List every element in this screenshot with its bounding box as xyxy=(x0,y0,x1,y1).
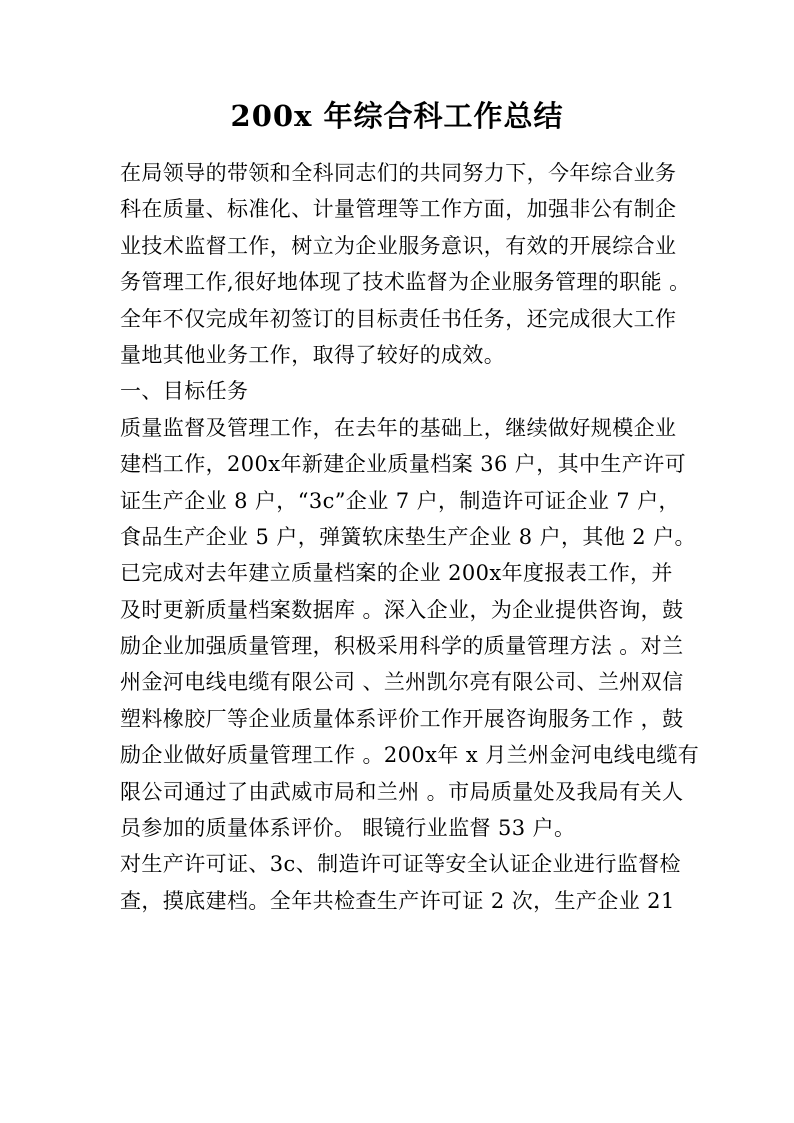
document-title: 200x 年综合科工作总结 xyxy=(230,99,564,133)
body-line: 限公司通过了由武威市局和兰州 。市局质量处及我局有关人 xyxy=(120,779,684,804)
body-line: 科在质量、标准化、计量管理等工作方面，加强非公有制企 xyxy=(120,197,677,222)
body-line: 励企业做好质量管理工作 。200x年 x 月兰州金河电线电缆有 xyxy=(120,743,700,768)
body-line: 证生产企业 8 户，“3c”企业 7 户，制造许可证企业 7 户， xyxy=(120,488,680,513)
section-heading: 一、目标任务 xyxy=(120,379,249,404)
body-line: 已完成对去年建立质量档案的企业 200x年度报表工作，并 xyxy=(120,561,673,586)
body-line: 对生产许可证、3c、制造许可证等安全认证企业进行监督检 xyxy=(120,852,681,877)
document-body xyxy=(120,155,700,919)
body-line: 员参加的质量体系评价。 眼镜行业监督 53 户。 xyxy=(120,816,576,841)
body-line: 量地其他业务工作，取得了较好的成效。 xyxy=(120,342,506,367)
body-line: 在局领导的带领和全科同志们的共同努力下，今年综合业务 xyxy=(120,161,677,185)
body-line: 建档工作，200x年新建企业质量档案 36 户，其中生产许可 xyxy=(120,452,686,477)
body-line: 州金河电线电缆有限公司 、兰州凯尔亮有限公司、兰州双信 xyxy=(120,670,684,695)
body-line: 及时更新质量档案数据库 。深入企业，为企业提供咨询，鼓 xyxy=(120,597,684,622)
body-line: 励企业加强质量管理，积极采用科学的质量管理方法 。对兰 xyxy=(120,634,684,659)
body-line: 食品生产企业 5 户，弹簧软床垫生产企业 8 户，其他 2 户。 xyxy=(120,524,696,549)
body-line: 业技术监督工作，树立为企业服务意识，有效的开展综合业 xyxy=(120,233,677,258)
body-line: 务管理工作,很好地体现了技术监督为企业服务管理的职能 。 xyxy=(120,270,691,295)
body-line: 质量监督及管理工作，在去年的基础上，继续做好规模企业 xyxy=(120,415,677,440)
body-line: 塑料橡胶厂等企业质量体系评价工作开展咨询服务工作 ，鼓 xyxy=(120,706,684,731)
body-line: 查，摸底建档。全年共检查生产许可证 2 次，生产企业 21 xyxy=(120,888,675,913)
body-line: 全年不仅完成年初签订的目标责任书任务，还完成很大工作 xyxy=(120,306,677,331)
